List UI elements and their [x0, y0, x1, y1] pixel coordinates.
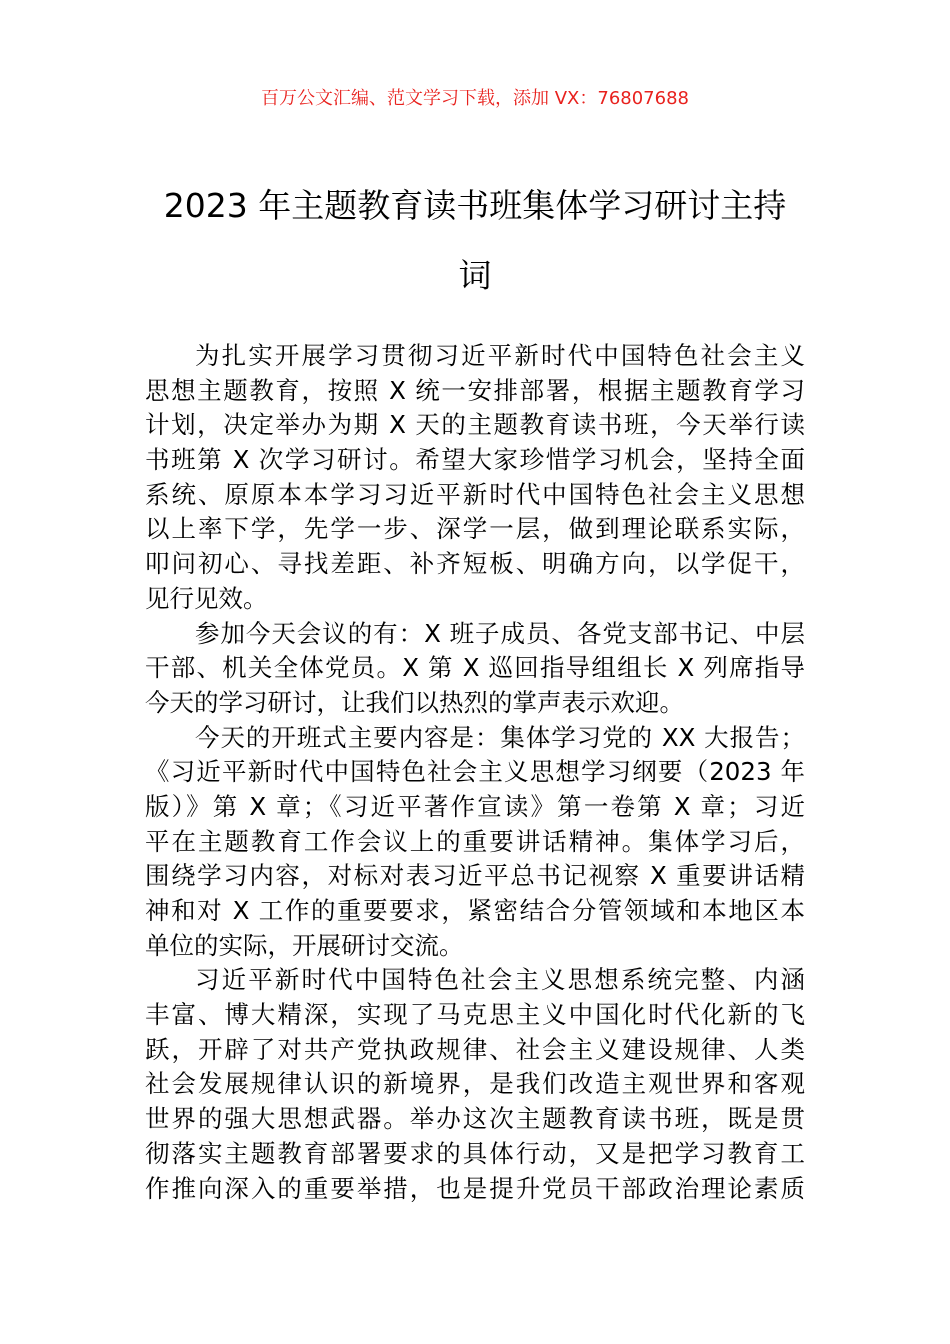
paragraph-line: 丰富、博大精深，实现了马克思主义中国化时代化新的飞 — [145, 1000, 805, 1030]
paragraph-line: 作推向深入的重要举措，也是提升党员干部政治理论素质 — [145, 1173, 805, 1203]
paragraph-line: 以上率下学，先学一步、深学一层，做到理论联系实际， — [145, 514, 805, 544]
paragraph-line: 跃，开辟了对共产党执政规律、社会主义建设规律、人类 — [145, 1034, 805, 1064]
paragraph-line: 彻落实主题教育部署要求的具体行动，又是把学习教育工 — [145, 1138, 805, 1168]
paragraph-line: 书班第 X 次学习研讨。希望大家珍惜学习机会，坚持全面 — [145, 445, 805, 475]
paragraph-line: 版）》第 X 章；《习近平著作宣读》第一卷第 X 章；习近 — [145, 791, 805, 821]
paragraph-line: 社会发展规律认识的新境界，是我们改造主观世界和客观 — [145, 1069, 805, 1099]
paragraph-line: 叩问初心、寻找差距、补齐短板、明确方向，以学促干， — [145, 549, 805, 579]
paragraph-line: 世界的强大思想武器。举办这次主题教育读书班，既是贯 — [145, 1104, 805, 1134]
paragraph-line: 系统、原原本本学习习近平新时代中国特色社会主义思想 — [145, 479, 805, 509]
paragraph-line: 今天的学习研讨，让我们以热烈的掌声表示欢迎。 — [145, 687, 684, 717]
paragraph-line: 习近平新时代中国特色社会主义思想系统完整、内涵 — [195, 965, 805, 995]
paragraph-line: 平在主题教育工作会议上的重要讲话精神。集体学习后， — [145, 826, 805, 856]
document-body — [145, 339, 805, 1206]
paragraph-line: 今天的开班式主要内容是：集体学习党的 XX 大报告； — [195, 722, 805, 752]
paragraph-line: 参加今天会议的有：X 班子成员、各党支部书记、中层 — [195, 618, 805, 648]
document-title-continued: 词 — [458, 256, 492, 295]
download-banner: 百万公文汇编、范文学习下载，添加 VX：76807688 — [261, 88, 689, 109]
document-title: 2023 年主题教育读书班集体学习研讨主持 — [163, 186, 787, 225]
paragraph-line: 计划，决定举办为期 X 天的主题教育读书班，今天举行读 — [145, 410, 805, 440]
paragraph-line: 见行见效。 — [145, 583, 268, 613]
paragraph-line: 《习近平新时代中国特色社会主义思想学习纲要（2023 年 — [145, 757, 805, 787]
paragraph-line: 单位的实际，开展研讨交流。 — [145, 930, 464, 960]
paragraph-line: 围绕学习内容，对标对表习近平总书记视察 X 重要讲话精 — [145, 861, 805, 891]
paragraph-line: 思想主题教育，按照 X 统一安排部署，根据主题教育学习 — [145, 375, 805, 405]
paragraph-line: 干部、机关全体党员。X 第 X 巡回指导组组长 X 列席指导 — [145, 653, 805, 683]
paragraph-line: 为扎实开展学习贯彻习近平新时代中国特色社会主义 — [195, 341, 805, 370]
paragraph-line: 神和对 X 工作的重要要求，紧密结合分管领域和本地区本 — [145, 896, 805, 925]
